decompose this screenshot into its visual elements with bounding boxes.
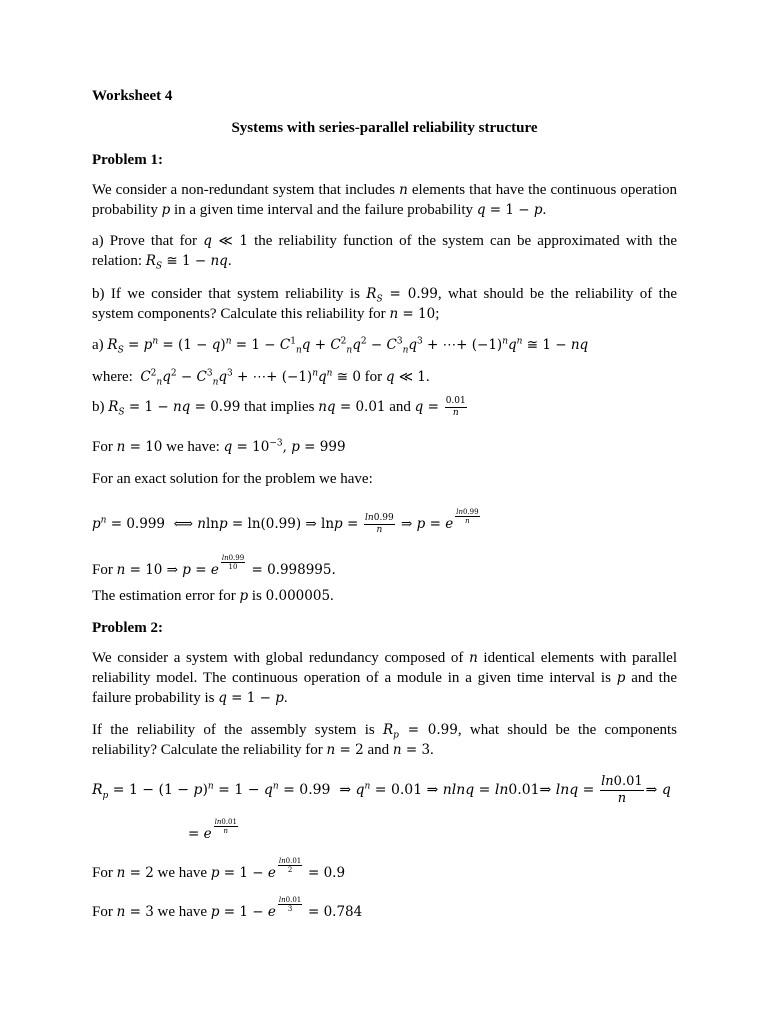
problem-2-result-n2: For n = 2 we have p = 1 − e $\frac{\ln 0.01}{2}$ = 0.9 [92, 856, 346, 881]
problem-1-part-b: b) If we consider that system reliability is $R_S = 0.99$, what should be the reliability of the system components? Calculate this reliability for n = 10; [92, 286, 678, 322]
problem-2-equation-cont: = e $\frac{\ln 0.01}{n}$ [188, 817, 237, 842]
problem-1-part-a: a) Prove that for q ≪ 1 the reliability function of the system can be approximated with the relation: $R_S$ ≅ 1 − nq. [92, 233, 677, 272]
solution-b-result: For n = 10 we have: $q = 10^{-3}$, p = 999 [92, 438, 346, 455]
problem-2-result-n3: For n = 3 we have p = 1 − e $\frac{\ln 0.01}{3}$ = 0.784 [92, 895, 363, 920]
problem-1-intro: We consider a non-redundant system that includes n elements that have the continuous operation probability p in a given time interval and the failure probability q = 1 − p. [92, 182, 677, 218]
problem-2-intro: We consider a system with global redundancy composed of n identical elements with parallel reliability model. The continuous operation of a module in a given time interval is p and the failure probability is q = 1 − p. [92, 650, 677, 706]
worksheet-label: Worksheet 4 [92, 88, 173, 104]
problem-2-heading: Problem 2: [92, 620, 163, 636]
exact-solution-intro: For an exact solution for the problem we have: [92, 471, 373, 487]
estimation-error: The estimation error for p is 0.000005. [92, 588, 334, 604]
solution-b-equation: b) $R_S = 1$ − nq = 0.99 that implies nq = 0.01 and q = $\frac{0.01}{n}$ [92, 396, 466, 418]
solution-a-where: where: $C^2_nq^2 - C^3_nq^3$ + ⋯+ $(-1)^nq^n$ ≅ 0 for q ≪ 1. [92, 368, 430, 388]
exact-solution-n10: For n = 10 ⇒ p = e $\frac{\ln 0.99}{10}$ = 0.998995. [92, 553, 336, 578]
problem-1-heading: Problem 1: [92, 152, 163, 168]
problem-2-question: If the reliability of the assembly system is $R_p = 0.99$, what should be the components reliability? Calculate the reliability for n = 2 and n = 3. [92, 722, 678, 758]
solution-a-equation: a) $R_S = p^n = (1 - q)^n = 1 - C^1_nq + C^2_nq^2 - C^3_nq^3$ + ⋯+ $(-1)^nq^n$ ≅ 1 − nq [92, 336, 589, 356]
page-title: Systems with series-parallel reliability structure [231, 120, 538, 136]
problem-2-equation: $R_p = 1 - (1 - p)^n = 1 - q^n = 0.99$ ⇒ $q^n = 0.01$ ⇒ nlnq = ln0.01⇒ lnq = $\frac{\ln 0.01}{n}$ ⇒ q [92, 774, 671, 806]
exact-solution-equation: $p^n = 0.999$ ⟺ nlnp = ln(0.99) ⇒ lnp = $\frac{\ln 0.99}{n}$ ⇒ p = e $\frac{\ln 0.99}{n}$ [92, 507, 479, 536]
